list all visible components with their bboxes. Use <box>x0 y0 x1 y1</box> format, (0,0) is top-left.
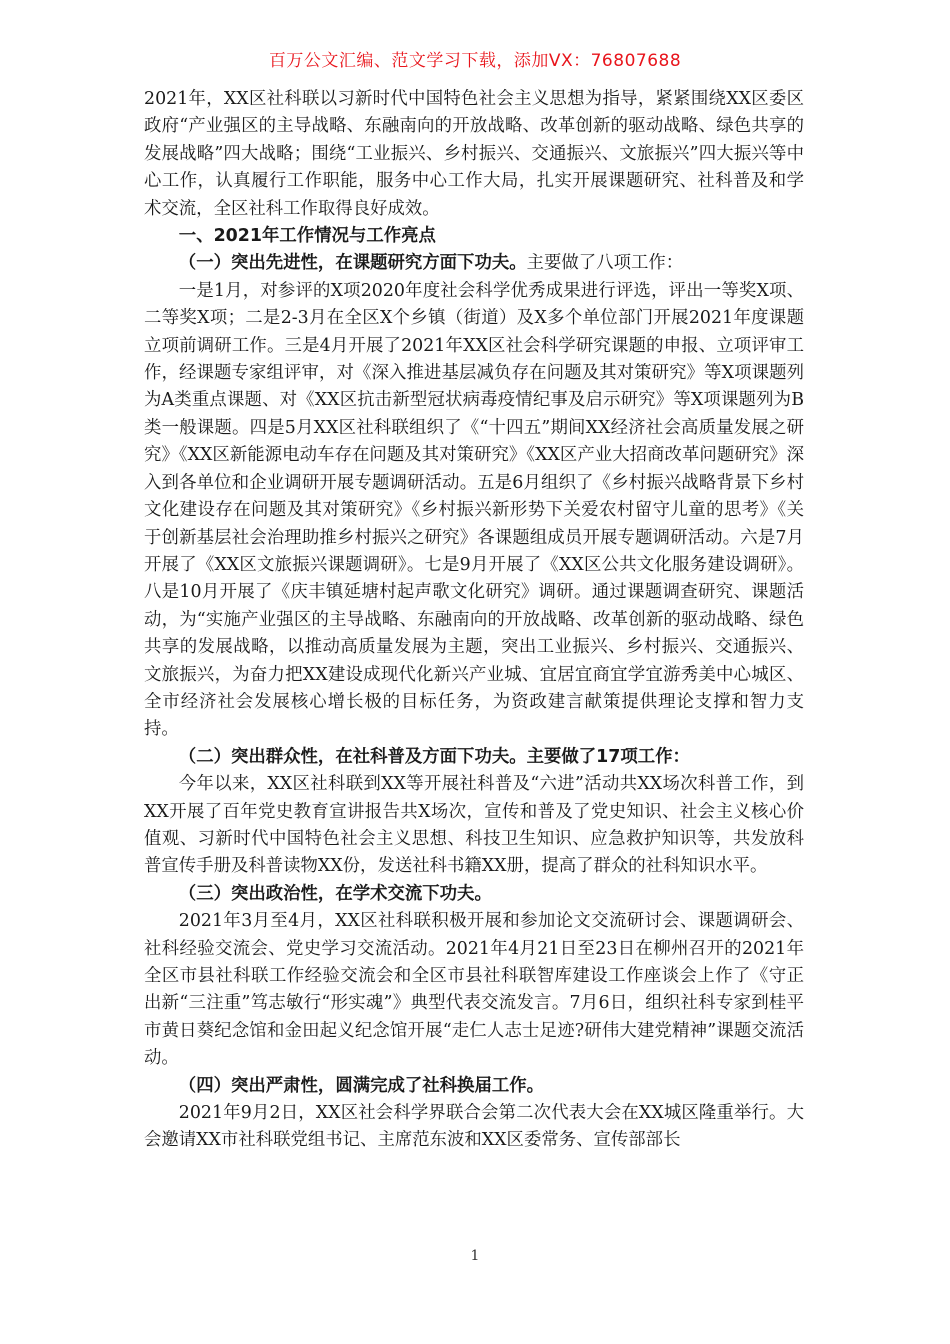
sub1-lead: （一）突出先进性，在课题研究方面下功夫。 <box>178 253 527 274</box>
sub1-heading <box>144 250 804 277</box>
section-heading-1: 一、2021年工作情况与工作亮点 <box>178 226 436 247</box>
sub1-body: 一是1月，对参评的X项2020年度社会科学优秀成果进行评选，评出一等奖X项、二等奖X项；二是2-3月在全区X个乡镇（街道）及X多个单位部门开展2021年度课题立项前调研工作。三是4月开展了2021年XX区社会科学研究课题的申报、立项评审工作，经课题专家组评审，对《深入推进基层减负存在问题及其对策研究》等X项课题列为A类重点课题、对《XX区抗击新型冠状病毒疫情纪事及启示研究》等X项课题列为B类一般课题。四是5月XX区社科联组织了《“十四五”期间XX经济社会高质量发展之研究》《XX区新能源电动车存在问题及其对策研究》《XX区产业大招商改革问题研究》深入到各单位和企业调研开展专题调研活动。五是6月组织了《乡村振兴战略背景下乡村文化建设存在问题及其对策研究》《乡村振兴新形势下关爱农村留守儿童的思考》《关于创新基层社会治理助推乡村振兴之研究》各课题组成员开展专题调研活动。六是7月开展了《XX区文旅振兴课题调研》。七是9月开展了《XX区公共文化服务建设调研》。八是10月开展了《庆丰镇延塘村起声歌文化研究》调研。通过课题调查研究、课题活动，为“实施产业强区的主导战略、东融南向的开放战略、改革创新的驱动战略、绿色共享的发展战略，以推动高质量发展为主题，突出工业振兴、乡村振兴、交通振兴、文旅振兴，为奋力把XX建设成现代化新兴产业城、宜居宜商宜学宜游秀美中心城区、全市经济社会发展核心增长极的目标任务，为资政建言献策提供理论支撑和智力支持。 <box>144 280 804 740</box>
sub4-body: 2021年9月2日，XX区社会科学界联合会第二次代表大会在XX城区隆重举行。大会邀请XX市社科联党组书记、主席范东波和XX区委常务、宣传部部长 <box>144 1103 804 1151</box>
intro-paragraph: 2021年，XX区社科联以习新时代中国特色社会主义思想为指导，紧紧围绕XX区委区政府“产业强区的主导战略、东融南向的开放战略、改革创新的驱动战略、绿色共享的发展战略”四大战略；围绕“工业振兴、乡村振兴、交通振兴、文旅振兴”四大振兴等中心工作，认真履行工作职能，服务中心工作大局，扎实开展课题研究、社科普及和学术交流，全区社科工作取得良好成效。 <box>144 89 804 219</box>
sub1-tail: 主要做了八项工作： <box>526 253 684 274</box>
document-body <box>144 86 804 1155</box>
page-number: 1 <box>470 1248 480 1264</box>
sub3-heading: （三）突出政治性，在学术交流下功夫。 <box>178 883 492 904</box>
sub4-heading: （四）突出严肃性，圆满完成了社科换届工作。 <box>178 1075 545 1096</box>
sub2-body: 今年以来，XX区社科联到XX等开展社科普及“六进”活动共XX场次科普工作，到XX开展了百年党史教育宣讲报告共X场次，宣传和普及了党史知识、社会主义核心价值观、习新时代中国特色社会主义思想、科技卫生知识、应急救护知识等，共发放科普宣传手册及科普读物XX份，发送社科书籍XX册，提高了群众的社科知识水平。 <box>144 774 804 877</box>
sub2-heading: （二）突出群众性，在社科普及方面下功夫。主要做了17项工作： <box>178 746 690 767</box>
watermark-banner: 百万公文汇编、范文学习下载，添加VX：76807688 <box>268 51 682 71</box>
sub3-body: 2021年3月至4月，XX区社科联积极开展和参加论文交流研讨会、课题调研会、社科经验交流会、党史学习交流活动。2021年4月21日至23日在柳州召开的2021年全区市县社科联工作经验交流会和全区市县社科联智库建设工作座谈会上作了《守正出新“三注重”笃志敏行“形实魂”》典型代表交流发言。7月6日，组织社科专家到桂平市黄日葵纪念馆和金田起义纪念馆开展“走仁人志士足迹?研伟大建党精神”课题交流活动。 <box>144 911 804 1069</box>
